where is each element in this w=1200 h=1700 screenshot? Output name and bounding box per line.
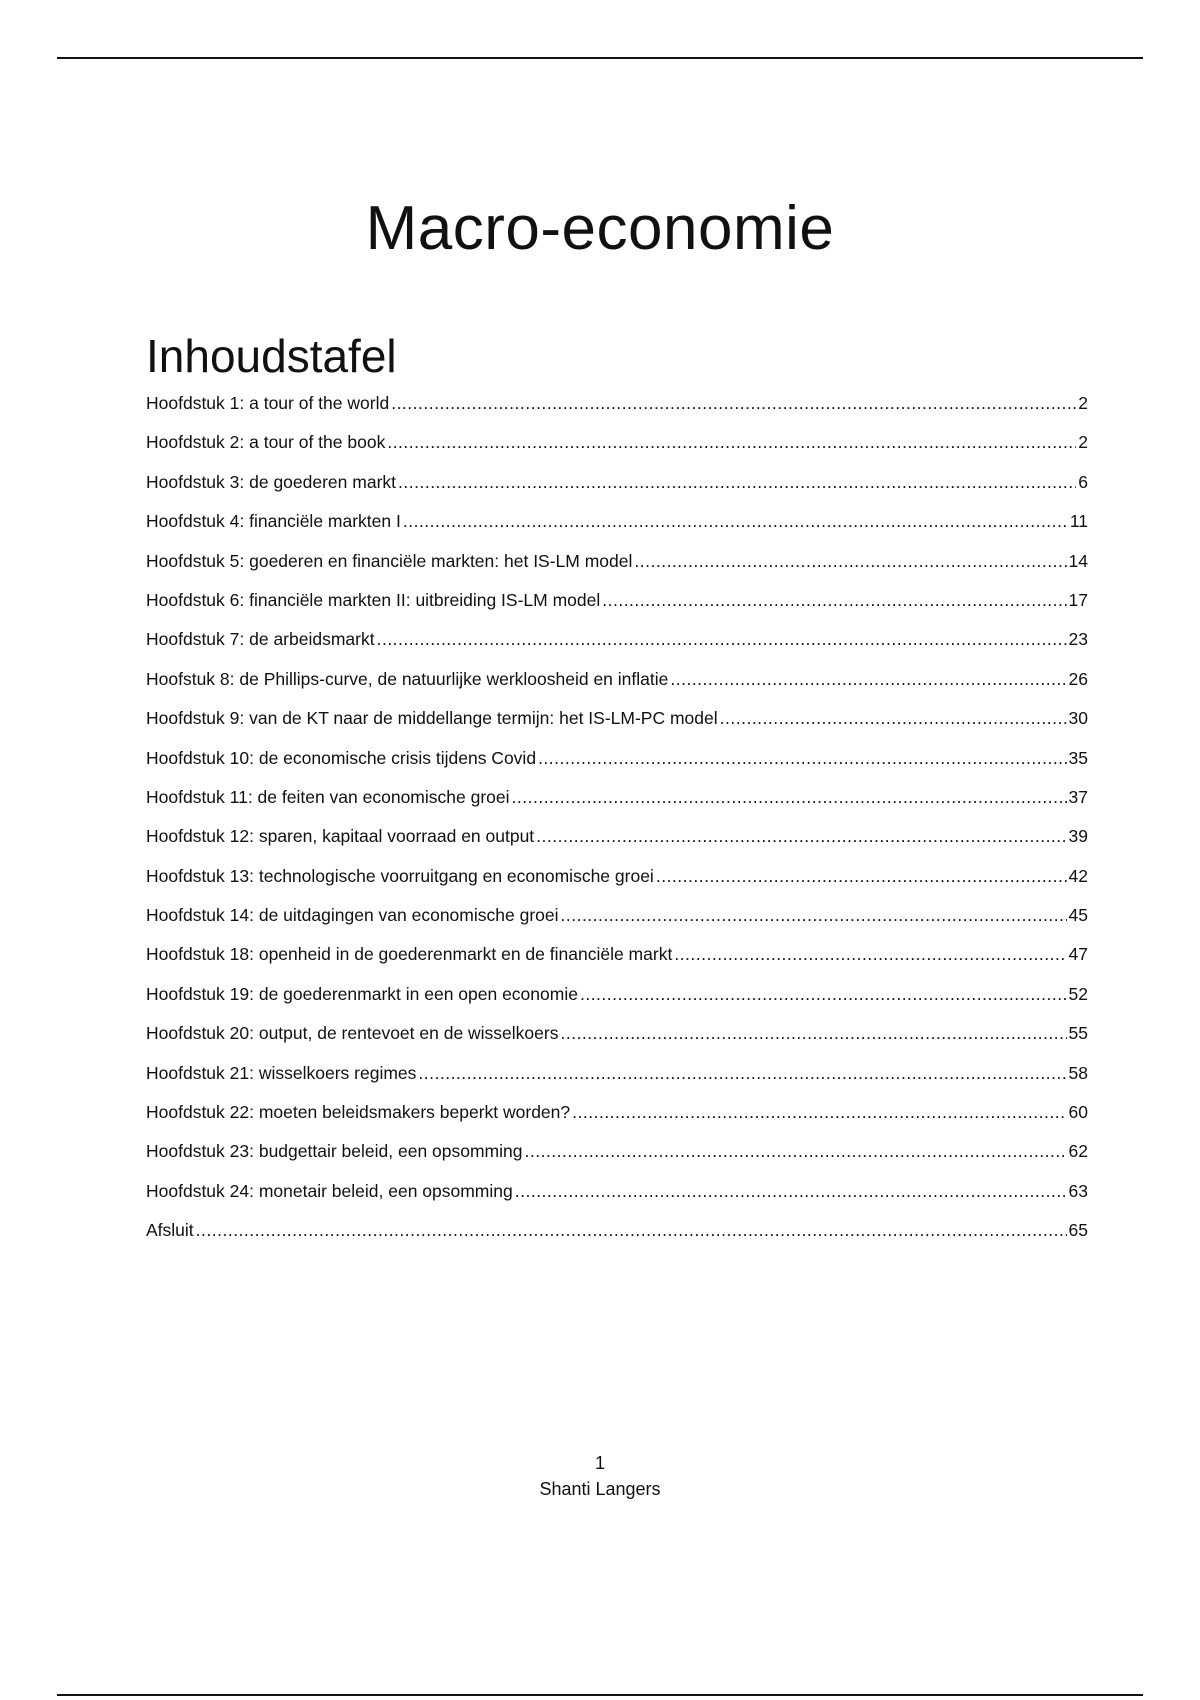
toc-dot-leader xyxy=(403,508,1068,534)
header-rule xyxy=(57,57,1143,59)
toc-entry-label: Hoofdstuk 4: financiële markten I xyxy=(146,511,401,532)
toc-dot-leader xyxy=(656,863,1067,889)
toc-entry-label: Hoofstuk 8: de Phillips-curve, de natuurlijke werkloosheid en inflatie xyxy=(146,668,669,689)
toc-entry-page: 39 xyxy=(1068,826,1088,847)
toc-dot-leader xyxy=(560,1020,1066,1046)
toc-dot-leader xyxy=(634,548,1066,574)
toc-entry-label: Hoofdstuk 13: technologische voorruitgang en economische groei xyxy=(146,865,654,886)
page-number: 1 xyxy=(594,1453,605,1473)
toc-dot-leader xyxy=(377,626,1067,652)
toc-entry[interactable] xyxy=(146,390,1088,429)
toc-entry-page: 47 xyxy=(1068,944,1088,965)
toc-entry-page: 62 xyxy=(1068,1141,1088,1162)
toc-dot-leader xyxy=(602,587,1066,613)
toc-entry[interactable] xyxy=(146,1099,1088,1138)
toc-entry[interactable] xyxy=(146,508,1088,547)
toc-dot-leader xyxy=(196,1217,1067,1243)
toc-dot-leader xyxy=(536,823,1066,849)
toc-entry-page: 2 xyxy=(1078,432,1088,453)
toc-entry[interactable] xyxy=(146,666,1088,705)
toc-entry-page: 17 xyxy=(1068,589,1088,610)
toc-entry[interactable] xyxy=(146,429,1088,468)
toc-entry-label: Hoofdstuk 12: sparen, kapitaal voorraad en output xyxy=(146,826,535,847)
toc-entry-page: 42 xyxy=(1068,865,1088,886)
document-title: Macro-economie xyxy=(365,193,835,263)
toc-entry-label: Hoofdstuk 22: moeten beleidsmakers beperkt worden? xyxy=(146,1102,571,1123)
toc-entry-page: 60 xyxy=(1068,1102,1088,1123)
toc-entry-label: Hoofdstuk 18: openheid in de goederenmarkt en de financiële markt xyxy=(146,944,673,965)
toc-dot-leader xyxy=(398,469,1076,495)
toc-dot-leader xyxy=(387,429,1076,455)
toc-dot-leader xyxy=(580,981,1067,1007)
toc-entry-label: Hoofdstuk 6: financiële markten II: uitbreiding IS-LM model xyxy=(146,589,601,610)
toc-entry[interactable] xyxy=(146,1138,1088,1177)
toc-entry-page: 26 xyxy=(1068,668,1088,689)
toc-entry-page: 37 xyxy=(1068,786,1088,807)
toc-dot-leader xyxy=(561,902,1067,928)
toc-entry[interactable] xyxy=(146,941,1088,980)
toc-entry-page: 35 xyxy=(1068,747,1088,768)
toc-entry-label: Hoofdstuk 21: wisselkoers regimes xyxy=(146,1062,417,1083)
toc-dot-leader xyxy=(572,1099,1066,1125)
toc-entry-page: 52 xyxy=(1068,983,1088,1004)
toc-entry[interactable] xyxy=(146,902,1088,941)
toc-dot-leader xyxy=(512,784,1067,810)
toc-entry-label: Afsluit xyxy=(146,1220,194,1241)
toc-entry[interactable] xyxy=(146,981,1088,1020)
author-name: Shanti Langers xyxy=(539,1479,661,1499)
toc-entry[interactable] xyxy=(146,1020,1088,1059)
toc-entry-label: Hoofdstuk 24: monetair beleid, een opsomming xyxy=(146,1180,513,1201)
toc-entry[interactable] xyxy=(146,1217,1088,1256)
toc-entry[interactable] xyxy=(146,745,1088,784)
toc-entry-label: Hoofdstuk 20: output, de rentevoet en de wisselkoers xyxy=(146,1023,559,1044)
toc-entry[interactable] xyxy=(146,1060,1088,1099)
toc-entry-label: Hoofdstuk 14: de uitdagingen van economische groei xyxy=(146,905,559,926)
toc-dot-leader xyxy=(515,1178,1067,1204)
toc-entry-label: Hoofdstuk 10: de economische crisis tijdens Covid xyxy=(146,747,537,768)
toc-entry-label: Hoofdstuk 1: a tour of the world xyxy=(146,393,390,413)
toc-entry[interactable] xyxy=(146,705,1088,744)
toc-entry[interactable] xyxy=(146,587,1088,626)
toc-entry[interactable] xyxy=(146,626,1088,665)
toc-entry-page: 63 xyxy=(1068,1180,1088,1201)
toc-entry-page: 11 xyxy=(1069,511,1088,532)
toc-entry-page: 58 xyxy=(1068,1062,1088,1083)
toc-dot-leader xyxy=(525,1138,1067,1164)
toc-entry-label: Hoofdstuk 5: goederen en financiële markten: het IS-LM model xyxy=(146,550,633,571)
toc-dot-leader xyxy=(391,390,1076,416)
toc-entry[interactable] xyxy=(146,548,1088,587)
toc-entry-label: Hoofdstuk 19: de goederenmarkt in een open economie xyxy=(146,983,578,1004)
toc-entry-label: Hoofdstuk 11: de feiten van economische groei xyxy=(146,786,510,807)
toc-entry[interactable] xyxy=(146,469,1088,508)
footer-rule xyxy=(57,1694,1143,1696)
toc-entry-label: Hoofdstuk 23: budgettair beleid, een opsomming xyxy=(146,1141,523,1162)
page-footer xyxy=(0,1450,1200,1502)
toc-entry-page: 30 xyxy=(1068,708,1088,729)
toc-entry-page: 55 xyxy=(1068,1023,1088,1044)
toc-entry-page: 14 xyxy=(1068,550,1088,571)
toc-entry-page: 6 xyxy=(1078,471,1088,492)
toc-entry-page: 23 xyxy=(1068,629,1088,650)
toc-dot-leader xyxy=(418,1060,1066,1086)
toc-entry-page: 2 xyxy=(1078,393,1088,413)
toc-entry-label: Hoofdstuk 9: van de KT naar de middellange termijn: het IS-LM-PC model xyxy=(146,708,718,729)
toc-dot-leader xyxy=(670,666,1066,692)
toc-dot-leader xyxy=(538,745,1066,771)
toc-heading: Inhoudstafel xyxy=(146,330,397,382)
table-of-contents xyxy=(146,390,1088,1257)
toc-entry-label: Hoofdstuk 7: de arbeidsmarkt xyxy=(146,629,375,650)
toc-entry[interactable] xyxy=(146,1178,1088,1217)
toc-entry-page: 65 xyxy=(1068,1220,1088,1241)
toc-dot-leader xyxy=(674,941,1066,967)
toc-entry-page: 45 xyxy=(1068,905,1088,926)
toc-entry-label: Hoofdstuk 3: de goederen markt xyxy=(146,471,397,492)
toc-entry[interactable] xyxy=(146,784,1088,823)
toc-entry[interactable] xyxy=(146,823,1088,862)
toc-dot-leader xyxy=(720,705,1067,731)
toc-entry-label: Hoofdstuk 2: a tour of the book xyxy=(146,432,386,453)
toc-entry[interactable] xyxy=(146,863,1088,902)
